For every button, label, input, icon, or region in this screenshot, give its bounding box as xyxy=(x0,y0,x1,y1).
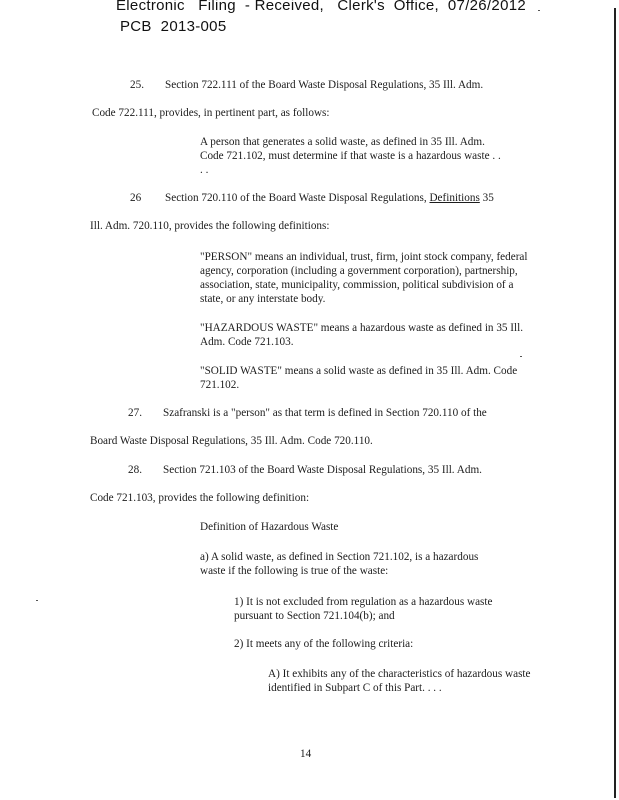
paragraph-27-line-2: Board Waste Disposal Regulations, 35 Ill. Adm. Code 720.110. xyxy=(90,435,373,447)
paragraph-27-line-1: Szafranski is a "person" as that term is defined in Section 720.110 of the xyxy=(163,407,487,419)
quote-25-line-2: Code 721.102, must determine if that waste is a hazardous waste . . xyxy=(200,150,501,162)
scan-speck xyxy=(520,356,522,357)
definition-person: "PERSON" means an individual, trust, firm, joint stock company, federal agency, corporation (including a government corporation), partnership, association, state, municipality, commission, political subdivision of a state, or any interstate body. xyxy=(200,251,528,305)
definition-solid-waste: "SOLID WASTE" means a solid waste as defined in 35 Ill. Adm. Code 721.102. xyxy=(200,365,518,391)
paragraph-28-line-2: Code 721.103, provides the following definition: xyxy=(90,492,310,504)
paragraph-26-line-2: Ill. Adm. 720.110, provides the following definitions: xyxy=(90,220,330,232)
scan-speck xyxy=(36,600,38,601)
scan-speck xyxy=(538,10,540,11)
definition-hazardous-waste: "HAZARDOUS WASTE" means a hazardous waste as defined in 35 Ill. Adm. Code 721.103. xyxy=(200,322,524,348)
filing-stamp-line-1: Electronic Filing - Received, Clerk's Office, 07/26/2012 xyxy=(116,0,526,14)
definition-item-A: A) It exhibits any of the characteristics of hazardous waste identified in Subpart C of this Part. . . . xyxy=(268,668,531,694)
filing-stamp-line-2: PCB 2013-005 xyxy=(120,18,227,35)
paragraph-25-line-1: Section 722.111 of the Board Waste Disposal Regulations, 35 Ill. Adm. xyxy=(165,79,484,91)
paragraph-26-line-1 xyxy=(165,191,494,205)
paragraph-26-line-1-end: 35 xyxy=(479,192,494,204)
paragraph-28-line-1: Section 721.103 of the Board Waste Disposal Regulations, 35 Ill. Adm. xyxy=(163,464,482,476)
definition-heading: Definition of Hazardous Waste xyxy=(200,521,339,533)
paragraph-25-number: 25. xyxy=(130,79,144,91)
paragraph-25-line-2: Code 722.111, provides, in pertinent part, as follows: xyxy=(92,107,330,119)
definition-item-1: 1) It is not excluded from regulation as a hazardous waste pursuant to Section 721.104(b); and xyxy=(234,596,493,622)
paragraph-26-number: 26 xyxy=(130,192,142,204)
paragraph-28-number: 28. xyxy=(128,464,142,476)
quote-25-line-1: A person that generates a solid waste, as defined in 35 Ill. Adm. xyxy=(200,136,485,148)
paragraph-27-number: 27. xyxy=(128,407,142,419)
definitions-underlined: Definitions xyxy=(429,192,480,204)
paragraph-26-line-1-text: Section 720.110 of the Board Waste Disposal Regulations, xyxy=(165,192,430,204)
quote-25-line-3: . . xyxy=(200,164,209,176)
definition-item-a: a) A solid waste, as defined in Section 721.102, is a hazardous waste if the following is true of the waste: xyxy=(200,551,479,577)
page-number: 14 xyxy=(300,748,312,760)
definition-item-2: 2) It meets any of the following criteria: xyxy=(234,638,414,650)
page-border-line xyxy=(614,8,616,798)
